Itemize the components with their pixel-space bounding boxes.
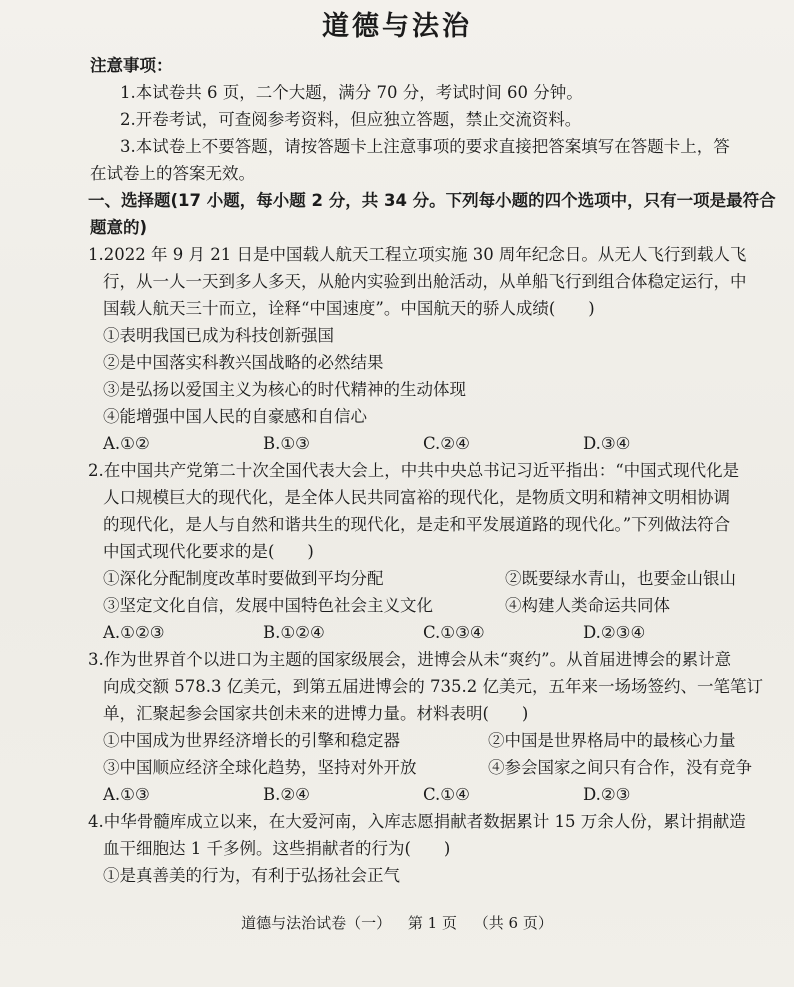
footer-exam-name: 道德与法治试卷（一）	[241, 914, 392, 932]
question-3-choice-c: C.①④	[423, 785, 470, 804]
question-2-statement: ①深化分配制度改革时要做到平均分配	[103, 569, 384, 588]
question-2-stem: 的现代化，是人与自然和谐共生的现代化，是走和平发展道路的现代化。”下列做法符合	[103, 515, 731, 534]
footer-page-number: 第 1 页	[407, 914, 457, 932]
question-3-stem: 单，汇聚起参会国家共创未来的进博力量。材料表明( )	[103, 704, 529, 723]
question-3-statement: ③中国顺应经济全球化趋势，坚持对外开放	[103, 758, 417, 777]
section-heading: 一、选择题(17 小题，每小题 2 分，共 34 分。下列每小题的四个选项中，只有一项是最符合	[88, 191, 776, 210]
question-2-statement: ②既要绿水青山，也要金山银山	[505, 569, 736, 588]
notice-item: 在试卷上的答案无效。	[90, 164, 255, 183]
question-1-stem: 1.2022 年 9 月 21 日是中国载人航天工程立项实施 30 周年纪念日。从无人飞行到载人飞	[88, 245, 747, 264]
question-1-choice-c: C.②④	[423, 434, 470, 453]
notice-item: 2.开卷考试，可查阅参考资料，但应独立答题，禁止交流资料。	[120, 110, 582, 129]
question-3-choice-b: B.②④	[263, 785, 310, 804]
question-3-statement: ①中国成为世界经济增长的引擎和稳定器	[103, 731, 400, 750]
question-4-stem: 血干细胞达 1 千多例。这些捐献者的行为( )	[103, 839, 451, 858]
question-4-stem: 4.中华骨髓库成立以来，在大爱河南，入库志愿捐献者数据累计 15 万余人份，累计捐献造	[88, 812, 746, 831]
section-heading-cont: 题意的)	[90, 218, 148, 237]
question-4-statement: ①是真善美的行为，有利于弘扬社会正气	[103, 866, 400, 885]
page-title: 道德与法治	[322, 11, 472, 42]
question-1-choice-a: A.①②	[103, 434, 150, 453]
question-2-choice-a: A.①②③	[103, 623, 165, 642]
question-3-stem: 3.作为世界首个以进口为主题的国家级展会，进博会从未“爽约”。从首届进博会的累计意	[88, 650, 732, 669]
question-1-choice-d: D.③④	[583, 434, 631, 453]
notice-item: 1.本试卷共 6 页，二个大题，满分 70 分，考试时间 60 分钟。	[120, 83, 583, 102]
question-1-statement: ④能增强中国人民的自豪感和自信心	[103, 407, 367, 426]
question-1-choice-b: B.①③	[263, 434, 310, 453]
question-2-choice-d: D.②③④	[583, 623, 646, 642]
question-1-statement: ①表明我国已成为科技创新强国	[103, 326, 334, 345]
page-footer	[0, 912, 794, 933]
question-2-stem: 中国式现代化要求的是( )	[103, 542, 314, 561]
notice-heading: 注意事项：	[90, 56, 173, 75]
question-1-stem: 行，从一人一天到多人多天，从舱内实验到出舱活动，从单船飞行到组合体稳定运行，中	[103, 272, 747, 291]
footer-total-pages: （共 6 页）	[473, 914, 553, 932]
question-3-statement: ④参会国家之间只有合作，没有竞争	[488, 758, 752, 777]
question-2-statement: ③坚定文化自信，发展中国特色社会主义文化	[103, 596, 433, 615]
question-2-choice-b: B.①②④	[263, 623, 325, 642]
question-2-stem: 人口规模巨大的现代化，是全体人民共同富裕的现代化，是物质文明和精神文明相协调	[103, 488, 730, 507]
question-2-stem: 2.在中国共产党第二十次全国代表大会上，中共中央总书记习近平指出：“中国式现代化是	[88, 461, 740, 480]
question-1-statement: ③是弘扬以爱国主义为核心的时代精神的生动体现	[103, 380, 466, 399]
question-3-statement: ②中国是世界格局中的最核心力量	[488, 731, 736, 750]
question-3-choice-d: D.②③	[583, 785, 631, 804]
question-1-stem: 国载人航天三十而立，诠释“中国速度”。中国航天的骄人成绩( )	[103, 299, 595, 318]
question-3-stem: 向成交额 578.3 亿美元，到第五届进博会的 735.2 亿美元，五年来一场场签约、一笔笔订	[103, 677, 763, 696]
question-2-choice-c: C.①③④	[423, 623, 485, 642]
notice-item: 3.本试卷上不要答题，请按答题卡上注意事项的要求直接把答案填写在答题卡上，答	[120, 137, 730, 156]
question-1-statement: ②是中国落实科教兴国战略的必然结果	[103, 353, 384, 372]
question-2-statement: ④构建人类命运共同体	[505, 596, 670, 615]
question-3-choice-a: A.①③	[103, 785, 150, 804]
